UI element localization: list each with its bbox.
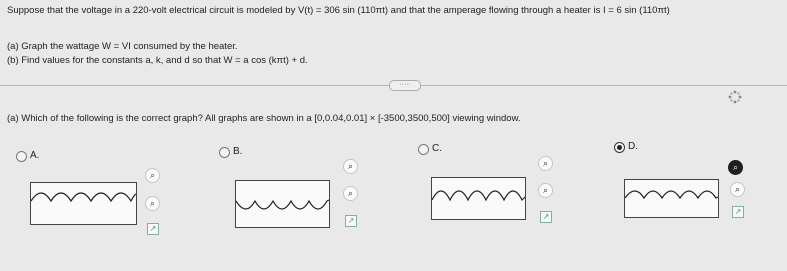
- option-d-expand-icon[interactable]: ↗: [732, 206, 744, 218]
- option-c-label: C.: [432, 143, 442, 154]
- option-d-radio[interactable]: [614, 142, 625, 153]
- problem-intro: Suppose that the voltage in a 220-volt electrical circuit is modeled by V(t) = 306 sin (110πt) and that the amperage flowing through a heater is I = 6 sin (110πt): [7, 5, 670, 16]
- option-a-zoom-in-icon[interactable]: ⌕: [145, 168, 160, 183]
- option-d-label: D.: [628, 141, 638, 152]
- option-b-expand-icon[interactable]: ↗: [345, 215, 357, 227]
- option-d-zoom-out-icon[interactable]: ⌕: [730, 182, 745, 197]
- option-d-zoom-in-icon[interactable]: ⌕: [728, 160, 743, 175]
- option-c-graph: [431, 177, 526, 220]
- option-a-graph: [30, 182, 137, 225]
- problem-part-a: (a) Graph the wattage W = VI consumed by the heater.: [7, 41, 238, 52]
- option-c-expand-icon[interactable]: ↗: [540, 211, 552, 223]
- option-c-zoom-in-icon[interactable]: ⌕: [538, 156, 553, 171]
- option-c-zoom-out-icon[interactable]: ⌕: [538, 183, 553, 198]
- option-a-radio[interactable]: [16, 151, 27, 162]
- option-a-label: A.: [30, 150, 40, 161]
- option-b-zoom-out-icon[interactable]: ⌕: [343, 186, 358, 201]
- loading-dots-icon: [728, 90, 742, 104]
- option-b-label: B.: [233, 146, 243, 157]
- option-b-zoom-in-icon[interactable]: ⌕: [343, 159, 358, 174]
- expand-more-button[interactable]: ·····: [389, 80, 421, 91]
- option-b-radio[interactable]: [219, 147, 230, 158]
- option-a-expand-icon[interactable]: ↗: [147, 223, 159, 235]
- option-a-zoom-out-icon[interactable]: ⌕: [145, 196, 160, 211]
- problem-part-b: (b) Find values for the constants a, k, and d so that W = a cos (kπt) + d.: [7, 55, 308, 66]
- question-text: (a) Which of the following is the correct graph? All graphs are shown in a [0,0.04,0.01] × [-3500,3500,500] viewing window.: [7, 113, 521, 124]
- option-c-radio[interactable]: [418, 144, 429, 155]
- option-d-graph: [624, 179, 719, 218]
- option-b-graph: [235, 180, 330, 228]
